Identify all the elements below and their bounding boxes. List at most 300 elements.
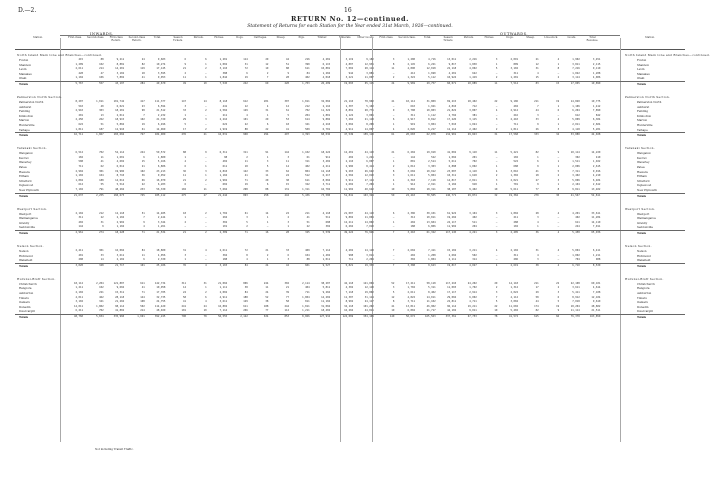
table-cell: 402	[305, 164, 310, 168]
table-cell: 24	[182, 290, 186, 294]
table-cell: 4,504	[345, 174, 354, 178]
table-cell: 322	[305, 183, 310, 187]
table-cell: 2,091	[510, 58, 518, 61]
table-cell: 82	[535, 309, 539, 313]
table-cell: 9,811	[572, 187, 580, 191]
table-row	[15, 76, 685, 80]
table-cell: 1,702	[219, 211, 228, 215]
table-cell: 82	[535, 151, 539, 155]
table-cell: 38	[285, 178, 289, 182]
table-cell: 381	[472, 113, 477, 117]
table-cell: 78	[494, 314, 498, 318]
table-cell: 6,311	[219, 151, 228, 155]
table-cell: 1,011	[322, 258, 331, 262]
table-cell: 12,118	[321, 169, 331, 173]
table-cell: 144	[140, 295, 145, 299]
totals-row	[15, 230, 685, 236]
table-cell: 40,622	[364, 187, 374, 191]
table-cell: 9	[102, 225, 104, 229]
table-cell: 8,812	[428, 118, 436, 122]
table-cell: 4,716	[428, 58, 436, 61]
table-cell: 70,505	[426, 193, 436, 197]
table-cell: 5	[184, 123, 186, 126]
table-cell: 7,011	[592, 225, 601, 229]
table-cell: 31	[535, 249, 539, 252]
table-cell: —	[495, 258, 498, 262]
table-cell: 15	[285, 183, 289, 187]
table-cell: 3,016	[510, 169, 518, 173]
table-cell: 14,202	[321, 295, 331, 299]
table-cell: 31,114	[364, 295, 374, 299]
table-cell: 442	[284, 193, 289, 197]
station-name: Marton	[19, 118, 30, 123]
table-cell: 9,211	[116, 58, 125, 61]
table-cell: 1	[495, 164, 498, 168]
table-cell: 84	[306, 71, 310, 75]
table-cell: 2,114	[302, 281, 310, 285]
table-cell: 50,672	[405, 314, 415, 318]
table-cell: 2	[246, 225, 248, 229]
station-name: Shannon	[19, 62, 31, 67]
table-cell: 8,402	[428, 290, 436, 294]
table-cell: 21	[182, 67, 186, 71]
table-cell: 29	[494, 281, 498, 285]
table-cell: 16,204	[344, 309, 354, 313]
table-cell: 27	[535, 178, 539, 182]
table-cell: —	[495, 155, 498, 159]
table-cell: 311	[243, 151, 248, 155]
table-cell: 21,118	[364, 118, 374, 122]
station-name-right: Totals	[637, 230, 646, 235]
table-cell: 9,603	[157, 58, 166, 61]
table-cell: 31	[494, 133, 498, 137]
table-cell: 5	[287, 113, 289, 117]
table-cell: 104	[305, 253, 310, 257]
table-cell: 121,807	[113, 281, 125, 285]
table-cell: 727	[140, 133, 145, 137]
table-cell: 29,757	[426, 82, 436, 85]
table-cell: —	[205, 216, 207, 220]
table-cell: 4,210	[592, 174, 601, 178]
table-cell: 2,102	[116, 258, 125, 262]
section-title: Nelson Section.	[17, 244, 44, 248]
table-cell: —	[495, 71, 498, 75]
table-cell: 3,020	[75, 263, 83, 267]
table-cell: 1	[287, 225, 289, 229]
table-cell: 2,504	[219, 109, 228, 113]
station-name: Rangiora	[19, 286, 32, 291]
table-cell: 3,708	[407, 109, 415, 113]
table-cell: 4,281	[322, 58, 331, 61]
station-name: Totals	[19, 133, 28, 138]
table-cell: 3	[495, 230, 498, 234]
table-cell: 1,209	[75, 62, 83, 66]
table-cell: 11	[494, 82, 498, 85]
table-cell: 7,890	[592, 109, 601, 113]
table-cell: 1,211	[75, 286, 83, 290]
table-cell: 4,221	[469, 230, 477, 234]
table-cell: 188	[99, 178, 104, 182]
station-name-right: Ashhurst	[637, 104, 650, 109]
table-cell: 5,166	[157, 160, 166, 164]
table-cell: 11	[244, 160, 248, 164]
table-cell: —	[205, 183, 207, 187]
table-cell: 908	[348, 253, 354, 257]
table-cell: 612	[575, 113, 580, 117]
table-cell: 21	[141, 164, 145, 168]
table-cell: 11,007	[364, 76, 374, 80]
table-cell: 6,701	[322, 127, 331, 131]
table-cell: 3,402	[322, 160, 331, 164]
table-cell: 6	[392, 118, 395, 122]
table-cell: 1,312	[510, 286, 518, 290]
table-cell: 3	[537, 216, 539, 220]
table-cell: —	[557, 216, 560, 220]
table-cell: 19	[556, 100, 560, 103]
table-cell: 601	[305, 263, 310, 267]
column-header-dogs: Dogs.	[236, 36, 244, 39]
table-cell: 21,534	[156, 230, 166, 234]
table-cell: 2,602	[345, 183, 354, 187]
table-cell: 16,711	[73, 133, 83, 137]
column-header-sheep: Sheep.	[276, 36, 286, 39]
table-cell: 2	[246, 155, 248, 159]
table-cell: 129	[243, 109, 248, 113]
table-cell: 4	[392, 178, 395, 182]
table-cell: 4,211	[322, 164, 331, 168]
inwards-label: INWARDS.	[90, 32, 114, 36]
table-cell: 614	[305, 118, 310, 122]
station-name-right: Feilding	[637, 109, 649, 114]
table-cell: 811	[305, 300, 310, 304]
table-cell: 17	[535, 286, 539, 290]
table-cell: 212	[99, 211, 104, 215]
table-row	[15, 309, 685, 313]
table-cell: 14	[182, 286, 186, 290]
table-cell: 428	[78, 71, 83, 75]
table-cell: 2,022	[510, 290, 518, 294]
table-cell: 7,102	[75, 187, 83, 191]
table-cell: 83	[535, 82, 539, 85]
table-cell: 2,811	[469, 178, 477, 182]
table-cell: 3	[392, 174, 395, 178]
table-cell: 48,802	[591, 304, 601, 308]
table-cell: —	[205, 253, 207, 257]
table-cell: 38	[265, 300, 269, 304]
table-cell: 18	[244, 164, 248, 168]
table-cell: 7,204	[366, 183, 374, 187]
table-cell: 2,410	[510, 118, 518, 122]
table-cell: 2,104	[116, 216, 125, 220]
table-cell: 2,011	[572, 123, 580, 126]
table-cell: 21,729	[156, 118, 166, 122]
table-cell: 10	[203, 309, 207, 313]
table-cell: 6,496	[157, 123, 166, 126]
table-cell: 214	[140, 309, 145, 313]
table-cell: 1	[392, 183, 395, 187]
table-cell: 101,202	[363, 304, 374, 308]
table-cell: 77	[285, 295, 289, 299]
table-cell: 88	[182, 151, 186, 155]
table-cell: 2,615	[592, 164, 601, 168]
table-cell: 31	[182, 249, 186, 252]
table-cell: 2	[557, 174, 560, 178]
table-cell: 19,906	[115, 169, 125, 173]
table-cell: 6,012	[116, 164, 125, 168]
table-cell: 622	[78, 123, 83, 126]
table-cell: 14,802	[364, 220, 374, 224]
table-cell: 804	[305, 169, 310, 173]
table-cell: 182	[78, 155, 83, 159]
table-cell: 2,216	[219, 118, 228, 122]
table-cell: 2,116	[322, 104, 331, 108]
table-cell: 4,822	[407, 295, 415, 299]
table-cell: 8,207	[75, 100, 83, 103]
table-cell: 2,611	[219, 249, 228, 252]
table-cell: 4,202	[345, 249, 354, 252]
table-cell: —	[392, 216, 395, 220]
table-cell: 341	[305, 123, 310, 126]
table-cell: 144	[78, 225, 83, 229]
table-cell: 1,011	[96, 100, 104, 103]
table-cell: 22	[141, 183, 145, 187]
table-cell: 221	[99, 290, 104, 294]
table-row	[15, 100, 685, 104]
column-header-station: Station.	[33, 36, 43, 39]
table-cell: 402	[472, 216, 477, 220]
table-cell: 19,775	[591, 100, 601, 103]
table-cell: 1,811	[75, 127, 83, 131]
station-name-right: Granity	[637, 220, 648, 225]
table-cell: 61,322	[426, 230, 436, 234]
table-cell: 5,436	[302, 193, 310, 197]
table-cell: 65,936	[591, 230, 601, 234]
table-cell: 9,110	[592, 67, 601, 71]
table-cell: 6	[537, 160, 539, 164]
table-cell: —	[205, 160, 207, 164]
table-cell: 622	[472, 71, 477, 75]
table-cell: 10,112	[405, 100, 415, 103]
table-cell: 38,207	[321, 281, 331, 285]
table-cell: 712	[472, 104, 477, 108]
table-cell: 301	[99, 249, 104, 252]
table-cell: 3,004	[345, 123, 354, 126]
column-header-first: First-class.	[68, 36, 82, 39]
station-name-right: Totals	[637, 133, 646, 138]
table-cell: 29	[265, 58, 269, 61]
table-cell: 10,924	[447, 76, 457, 80]
table-cell: 12	[244, 104, 248, 108]
table-cell: 29	[182, 118, 186, 122]
table-cell: 59,572	[156, 151, 166, 155]
table-cell: 3,102	[75, 300, 83, 304]
table-cell: 34	[556, 133, 560, 137]
table-cell: 6	[184, 183, 186, 187]
table-cell: 91	[265, 151, 269, 155]
table-cell: 1	[537, 225, 539, 229]
page-subtitle: Statement of Returns for each Station for the Year ended 31st March, 1926—continued.	[247, 24, 453, 29]
table-cell: 2,122	[240, 314, 248, 318]
table-cell: 163,324	[363, 193, 374, 197]
table-cell: 1,204	[322, 71, 331, 75]
table-cell: 3	[266, 160, 269, 164]
table-cell: 2	[392, 164, 395, 168]
table-cell: 311	[78, 216, 83, 220]
table-row	[15, 128, 685, 132]
table-cell: 1,703	[302, 82, 310, 85]
table-cell: 3,103	[219, 263, 228, 267]
table-cell: 3,611	[572, 286, 580, 290]
table-row	[15, 118, 685, 122]
table-cell: —	[392, 113, 395, 117]
section-title-right: Taranaki Section.	[625, 146, 655, 151]
table-cell: 12,910	[115, 127, 125, 131]
table-cell: 241	[181, 304, 186, 308]
table-cell: 117,210	[445, 281, 457, 285]
table-cell: 30,101	[426, 211, 436, 215]
totals-row	[15, 81, 685, 87]
table-cell: 24	[141, 58, 145, 61]
table-cell: 11,102	[426, 300, 436, 304]
table-cell: 65,115	[364, 82, 374, 85]
table-cell: 3	[205, 118, 207, 122]
table-cell: 88	[285, 67, 289, 71]
table-cell: 72	[244, 249, 248, 252]
page-number: 16	[344, 7, 352, 14]
table-cell: 4,011	[75, 295, 83, 299]
table-cell: 84	[244, 263, 248, 267]
table-cell: 1	[557, 164, 560, 168]
table-cell: 5,911	[345, 178, 354, 182]
table-cell: 28,771	[364, 109, 374, 113]
table-cell: 3,210	[407, 230, 415, 234]
table-cell: 3,308	[407, 263, 415, 267]
table-cell: 2,704	[448, 113, 457, 117]
table-cell: 1,830	[469, 62, 477, 66]
table-cell: 41	[535, 169, 539, 173]
table-cell: 21,512	[156, 109, 166, 113]
table-cell: 301	[99, 169, 104, 173]
table-cell: 124,069	[342, 314, 354, 318]
table-cell: 509	[305, 127, 310, 131]
table-cell: 7,010	[366, 225, 374, 229]
table-cell: 14,118	[508, 281, 518, 285]
table-cell: 11,307	[344, 295, 354, 299]
table-cell: 11,004	[364, 216, 374, 220]
table-cell: 22	[306, 225, 310, 229]
table-cell: 28	[285, 230, 289, 234]
table-cell: 3,001	[366, 113, 374, 117]
column-header-minerals: Minerals.	[339, 36, 352, 39]
table-cell: 51	[100, 123, 104, 126]
table-cell: 3	[392, 286, 395, 290]
table-cell: 3,303	[428, 164, 436, 168]
table-cell: 44,811	[364, 309, 374, 313]
table-cell: 165,563	[425, 314, 436, 318]
table-cell: 6,021	[116, 104, 125, 108]
table-cell: 24	[265, 263, 269, 267]
table-cell: 21,204	[115, 300, 125, 304]
table-cell: 704	[575, 258, 580, 262]
table-cell: 34,118	[344, 304, 354, 308]
station-name: Ashhurst	[19, 104, 32, 109]
table-cell: 76,378	[570, 314, 580, 318]
table-cell: 258	[263, 193, 269, 197]
table-cell: 7,204	[345, 118, 354, 122]
table-cell: 60,101	[591, 281, 601, 285]
table-cell: 1	[557, 104, 560, 108]
station-name-right: Stratford	[637, 178, 650, 183]
table-cell: 17,211	[405, 281, 415, 285]
table-cell: 2,204	[96, 281, 104, 285]
table-cell: 19,802	[364, 290, 374, 294]
table-cell: —	[392, 155, 395, 159]
table-cell: 211	[513, 216, 518, 220]
station-name: Hawera	[19, 169, 30, 174]
station-name: Eltham	[19, 174, 29, 179]
table-cell: 18,112	[73, 281, 83, 285]
table-cell: 968	[243, 133, 248, 137]
table-cell: 76,926	[364, 230, 374, 234]
table-cell: 30	[556, 193, 560, 197]
table-cell: 8,912	[572, 295, 580, 299]
station-name-right: Richmond	[637, 253, 651, 258]
table-cell: 2	[495, 174, 498, 178]
table-cell: 4,911	[345, 127, 354, 131]
footnote: Not including Transit Traffic.	[95, 448, 134, 451]
table-cell: 1,919	[219, 127, 228, 131]
table-cell: 7	[143, 113, 145, 117]
table-cell: 2	[205, 230, 207, 234]
table-cell: 1	[392, 160, 395, 164]
table-cell: 401	[78, 253, 83, 257]
table-cell: 4,018	[322, 76, 331, 80]
inwards-brace	[60, 35, 360, 36]
table-cell: 4,810	[448, 104, 457, 108]
table-cell: 1,690	[428, 71, 436, 75]
table-cell: 3	[205, 169, 207, 173]
table-cell: 44	[535, 300, 539, 304]
table-cell: 14,110	[591, 220, 601, 224]
table-cell: 5,804	[116, 123, 125, 126]
totals-row	[15, 263, 685, 269]
table-cell: 15	[556, 82, 560, 85]
table-cell: 44,102	[447, 309, 457, 313]
table-cell: 4,911	[219, 295, 228, 299]
table-cell: 9,882	[322, 118, 331, 122]
table-cell: 2,216	[469, 58, 477, 61]
table-cell: 71	[141, 230, 145, 234]
table-cell: 1	[537, 155, 539, 159]
table-cell: 21,004	[218, 281, 228, 285]
table-cell: 22,410	[405, 193, 415, 197]
table-cell: 1,902	[572, 58, 580, 61]
table-cell: 61	[391, 133, 395, 137]
table-cell: —	[392, 104, 395, 108]
table-row	[15, 183, 685, 187]
station-name-right: Kai Iwi	[637, 155, 647, 160]
table-cell: —	[557, 220, 560, 224]
table-cell: 711	[513, 123, 518, 126]
table-cell: 522	[431, 155, 436, 159]
table-cell: 5	[495, 67, 498, 71]
station-name-right: New Plymouth	[637, 187, 657, 192]
table-cell: 3,004	[510, 300, 518, 304]
station-name: Totals	[19, 82, 28, 86]
table-cell: 18,402	[467, 100, 477, 103]
table-cell: —	[557, 155, 560, 159]
table-cell: 2	[266, 71, 269, 75]
